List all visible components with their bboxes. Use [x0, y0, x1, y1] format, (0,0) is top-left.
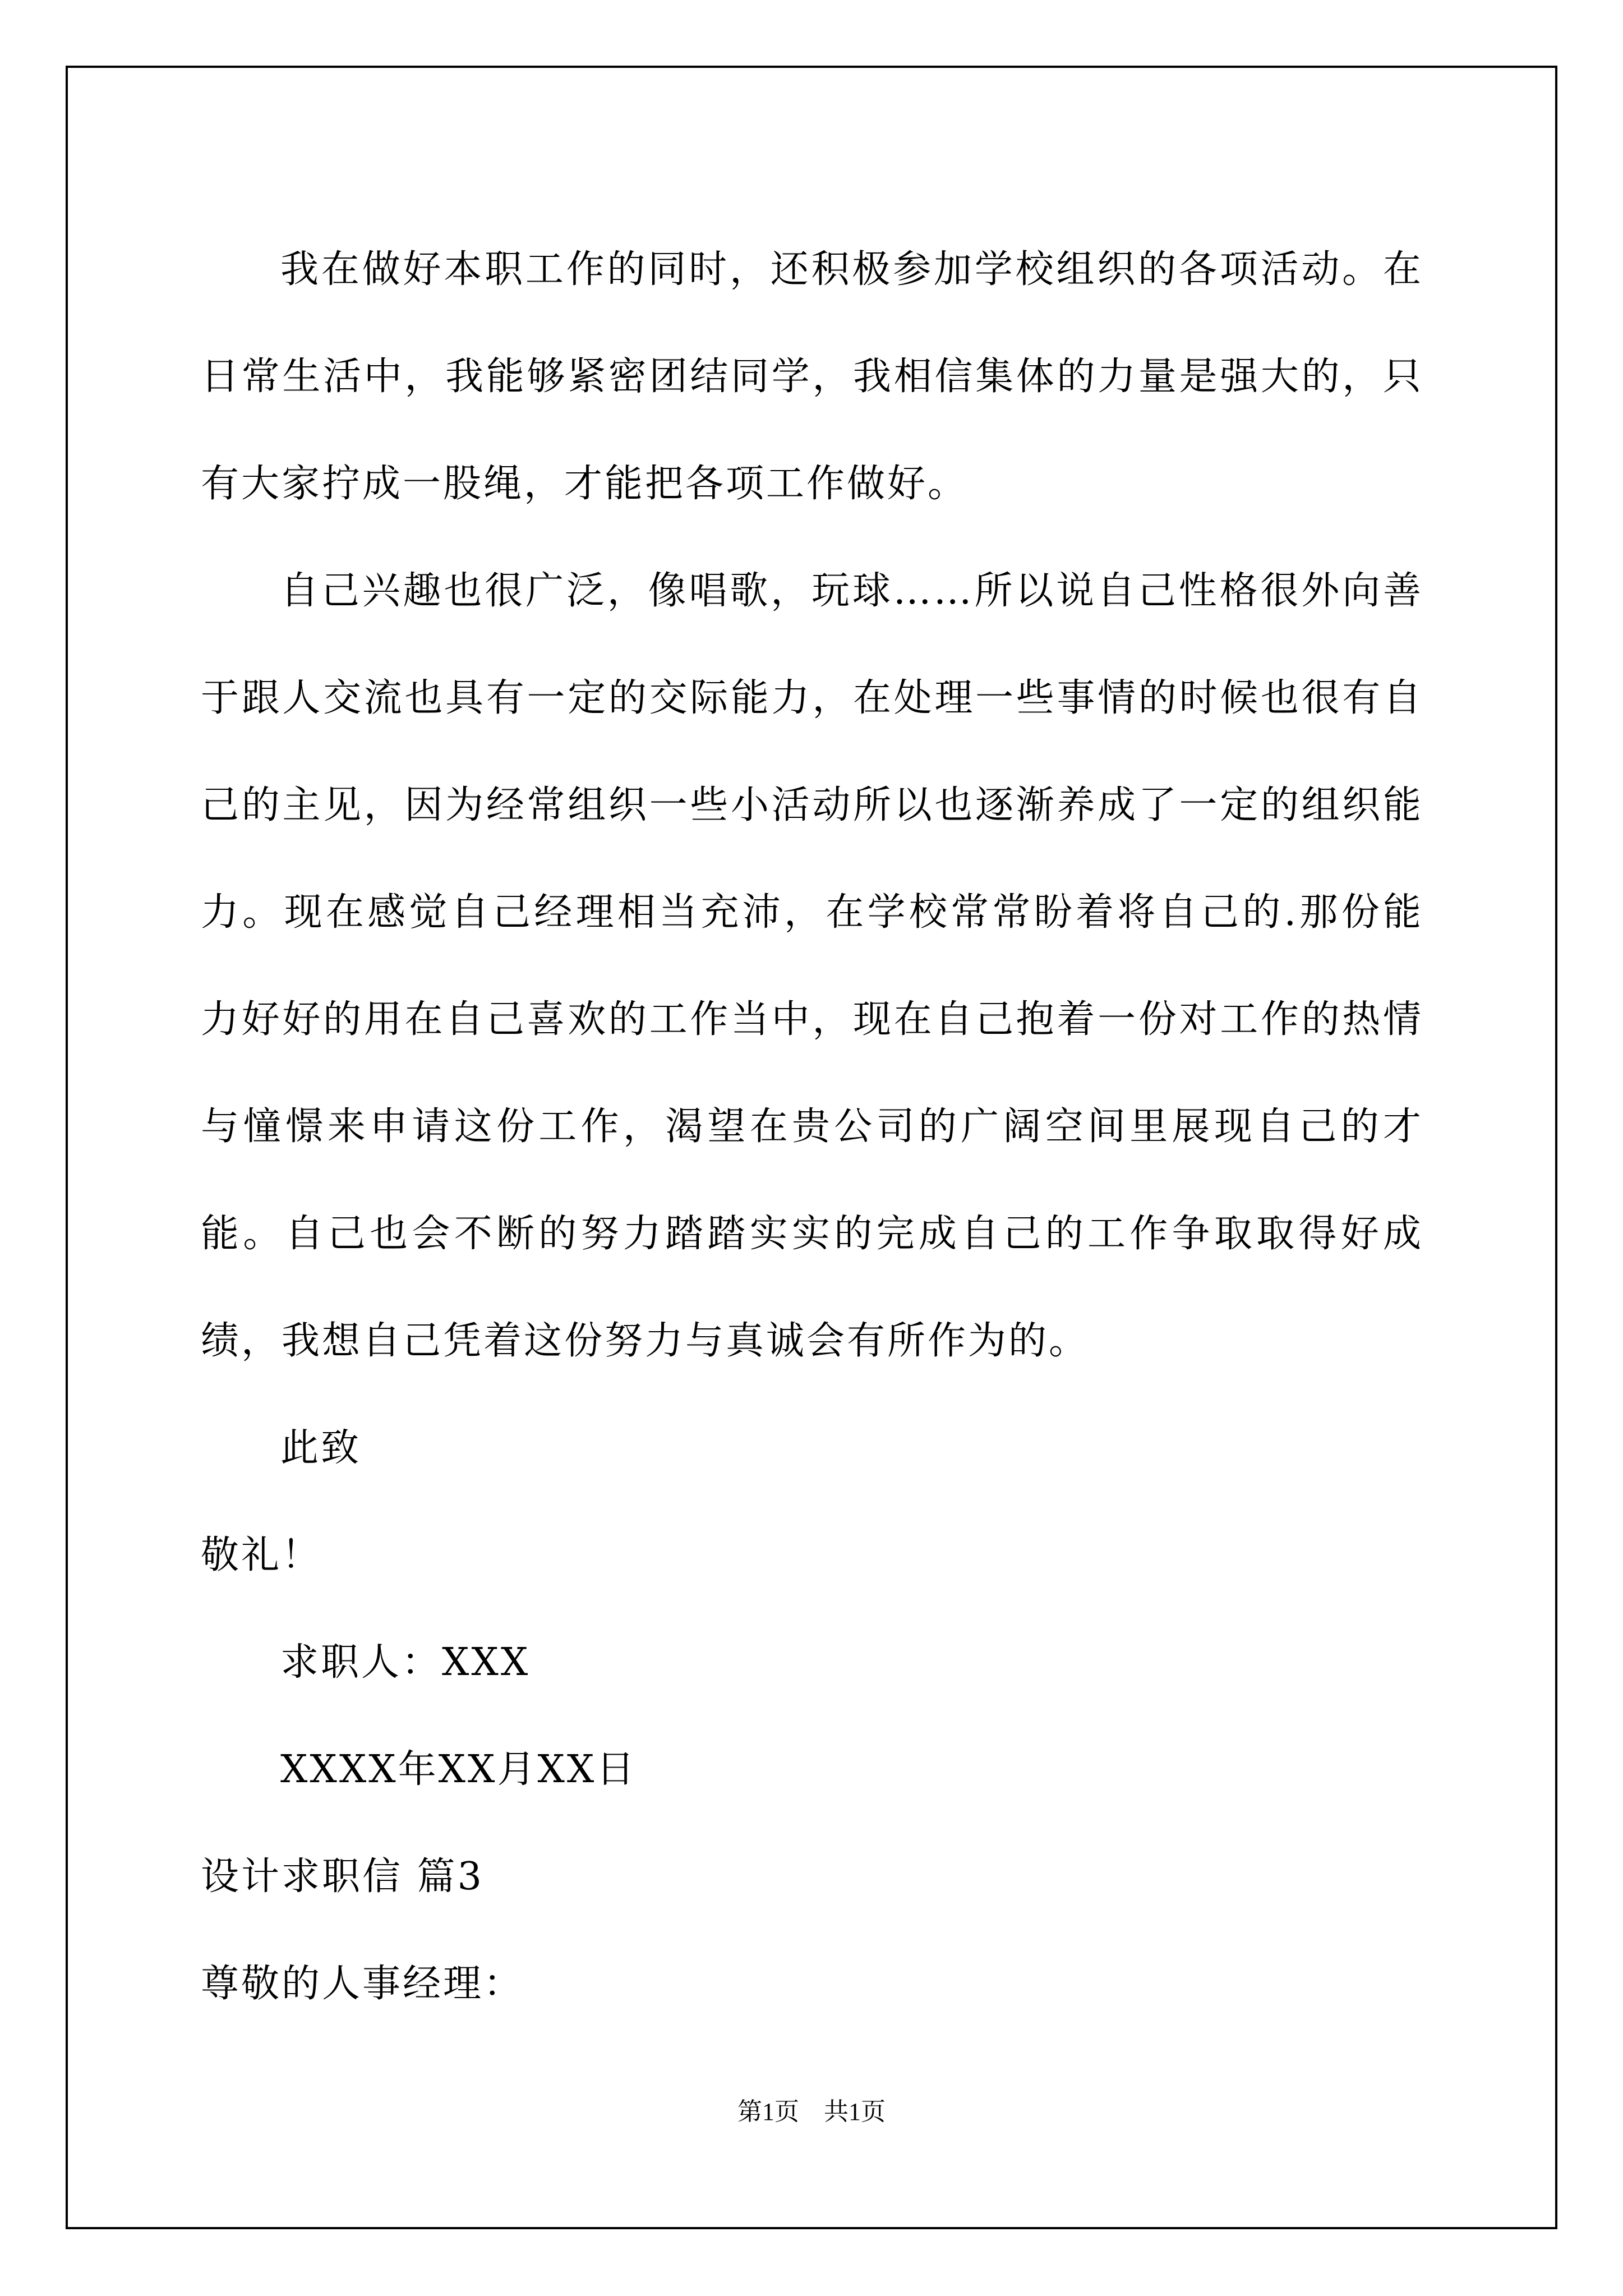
salute: 敬礼！ — [201, 1533, 322, 1577]
paragraph-interests: 自己兴趣也很广泛，像唱歌，玩球……所以说自己性格很外向善于跟人交流也具有一定的交际能力，在处理一些事情的时候也很有自己的主见，因为经常组织一些小活动所以也逐渐养成了一定的组织能力。现在感觉自己经理相当充沛，在学校常常盼着将自己的.那份能力好好的用在自己喜欢的工作当中，现在自己抱着一份对工作的热情与憧憬来申请这份工作，渴望在贵公司的广阔空间里展现自己的才能。自己也会不断的努力踏踏实实的完成自己的工作争取取得好成绩，我想自己凭着这份努力与真诚会有所作为的。 — [201, 569, 1423, 1363]
closing-phrase: 此致 — [280, 1426, 362, 1470]
section-title: 设计求职信 篇3 — [201, 1855, 484, 1899]
date-line: XXXX年XX月XX日 — [280, 1747, 637, 1792]
document-body — [201, 216, 1423, 2037]
greeting: 尊敬的人事经理： — [201, 1962, 524, 2006]
signature: 求职人：XXX — [280, 1640, 531, 1685]
page-footer: 第1页 共1页 — [737, 2098, 886, 2125]
paragraph-activities: 我在做好本职工作的同时，还积极参加学校组织的各项活动。在日常生活中，我能够紧密团结同学，我相信集体的力量是强大的，只有大家拧成一股绳，才能把各项工作做好。 — [201, 247, 1423, 506]
